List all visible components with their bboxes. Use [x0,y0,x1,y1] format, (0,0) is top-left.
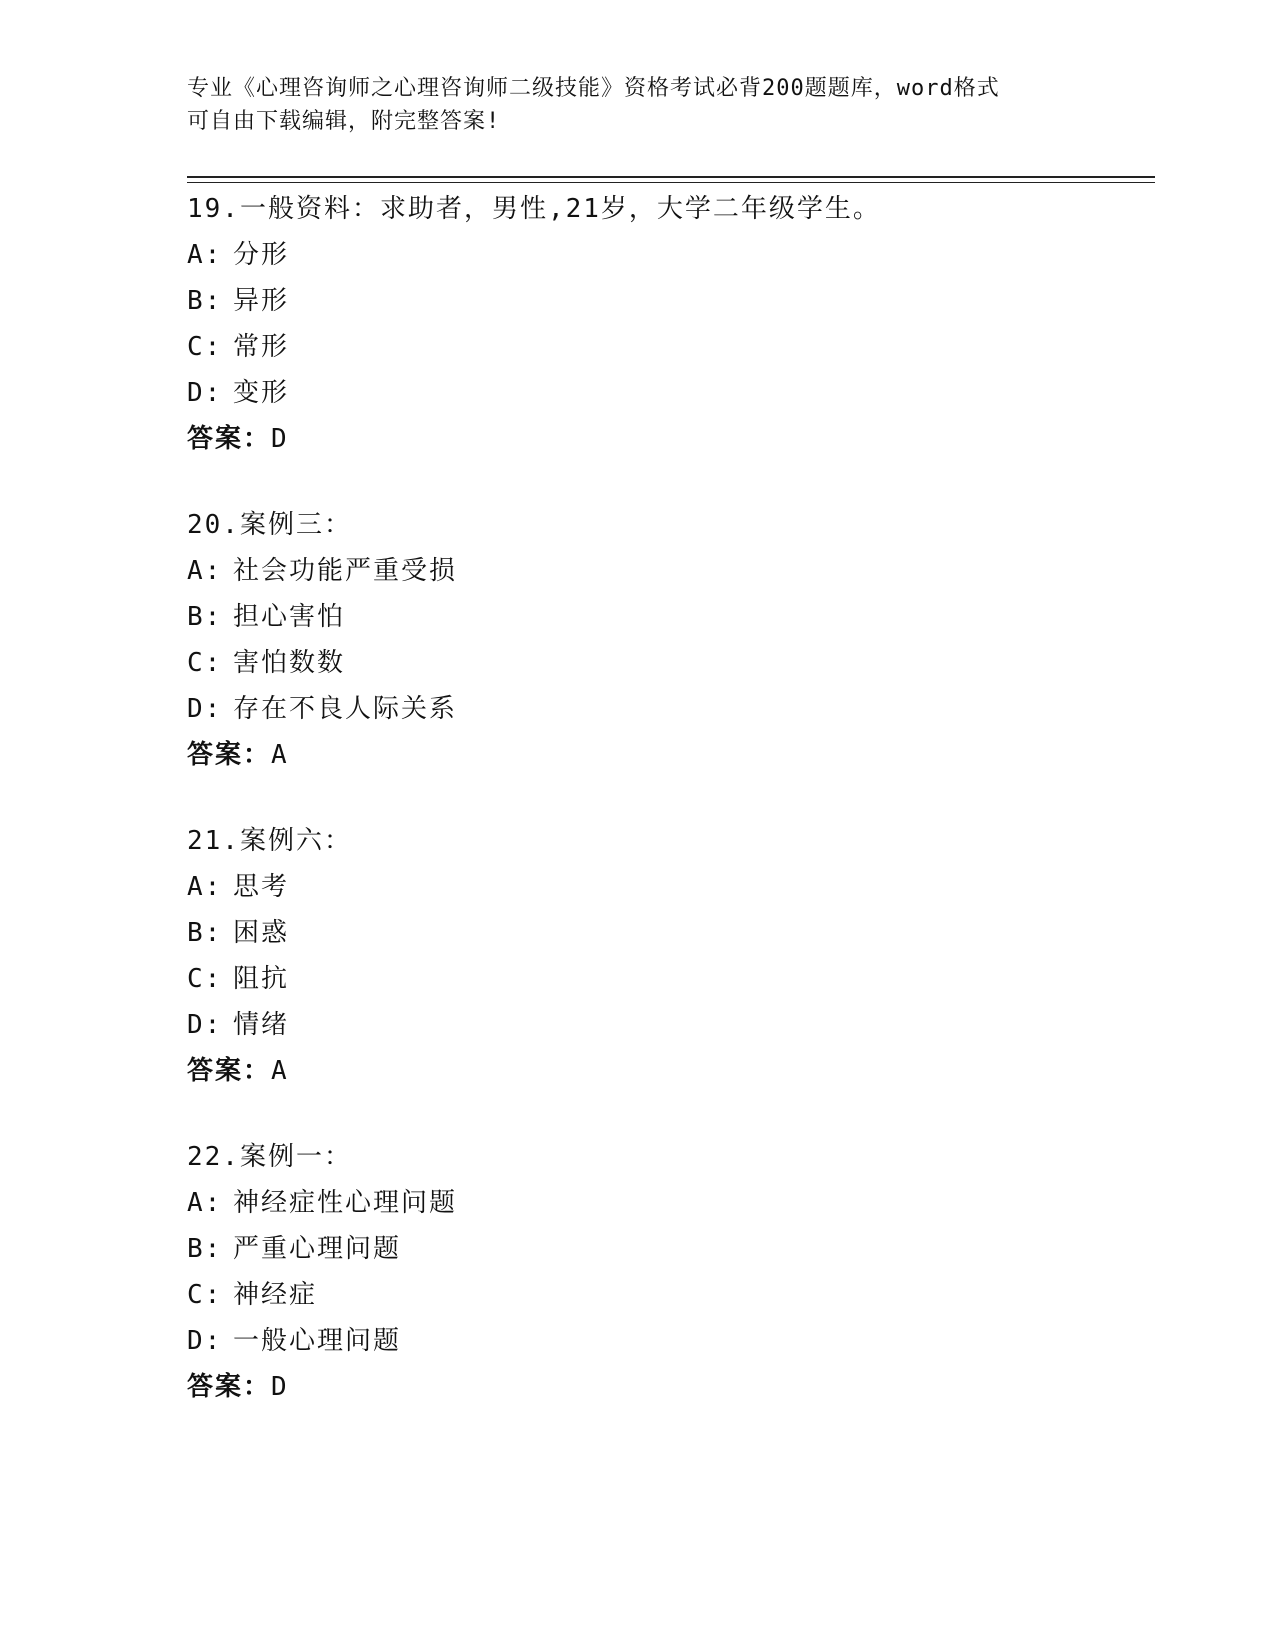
option-text: 分形 [233,240,290,270]
option-a [187,864,1155,910]
answer-line [187,1364,1155,1410]
option-letter: D: [187,1010,223,1040]
question-stem: 21.案例六： [187,826,352,856]
answer-label: 答案： [187,1056,272,1086]
answer-line [187,1048,1155,1094]
option-text: 严重心理问题 [233,1234,402,1264]
option-letter: B: [187,286,223,316]
document-header [187,72,1087,138]
option-letter: C: [187,648,223,678]
question-stem: 19.一般资料：求助者，男性,21岁，大学二年级学生。 [187,194,881,224]
option-d [187,370,1155,416]
option-c [187,1272,1155,1318]
answer-label: 答案： [187,740,272,770]
option-c [187,956,1155,1002]
option-text: 阻抗 [233,964,290,994]
option-d [187,1318,1155,1364]
question-19 [187,186,1155,462]
option-a [187,1180,1155,1226]
option-text: 一般心理问题 [233,1326,402,1356]
question-stem: 20.案例三： [187,510,352,540]
option-letter: A: [187,556,223,586]
option-letter: B: [187,1234,223,1264]
option-letter: D: [187,378,223,408]
option-letter: A: [187,1188,223,1218]
header-line-1: 专业《心理咨询师之心理咨询师二级技能》资格考试必背200题题库，word格式 [187,76,1000,101]
question-22 [187,1134,1155,1410]
option-b [187,278,1155,324]
option-a [187,232,1155,278]
option-letter: C: [187,964,223,994]
option-letter: A: [187,872,223,902]
option-letter: B: [187,918,223,948]
option-c [187,324,1155,370]
option-letter: A: [187,240,223,270]
option-b [187,1226,1155,1272]
option-d [187,686,1155,732]
option-text: 困惑 [233,918,290,948]
answer-label: 答案： [187,1372,272,1402]
answer-value: D [271,424,287,454]
option-letter: C: [187,1280,223,1310]
option-text: 情绪 [233,1010,290,1040]
option-text: 思考 [233,872,290,902]
option-d [187,1002,1155,1048]
answer-value: D [271,1372,287,1402]
header-divider-thin [187,182,1155,183]
question-21 [187,818,1155,1094]
header-divider-thick [187,176,1155,178]
option-b [187,594,1155,640]
answer-value: A [271,1056,287,1086]
answer-value: A [271,740,287,770]
option-text: 害怕数数 [233,648,346,678]
option-text: 存在不良人际关系 [233,694,458,724]
option-c [187,640,1155,686]
option-text: 变形 [233,378,290,408]
option-letter: C: [187,332,223,362]
option-text: 神经症 [233,1280,318,1310]
option-text: 常形 [233,332,290,362]
question-20 [187,502,1155,778]
option-text: 神经症性心理问题 [233,1188,458,1218]
header-line-2: 可自由下载编辑，附完整答案! [187,109,501,134]
option-text: 异形 [233,286,290,316]
option-text: 社会功能严重受损 [233,556,458,586]
option-letter: D: [187,1326,223,1356]
option-text: 担心害怕 [233,602,346,632]
question-stem: 22.案例一： [187,1142,352,1172]
answer-line [187,732,1155,778]
option-letter: D: [187,694,223,724]
answer-line [187,416,1155,462]
option-a [187,548,1155,594]
option-letter: B: [187,602,223,632]
option-b [187,910,1155,956]
answer-label: 答案： [187,424,272,454]
